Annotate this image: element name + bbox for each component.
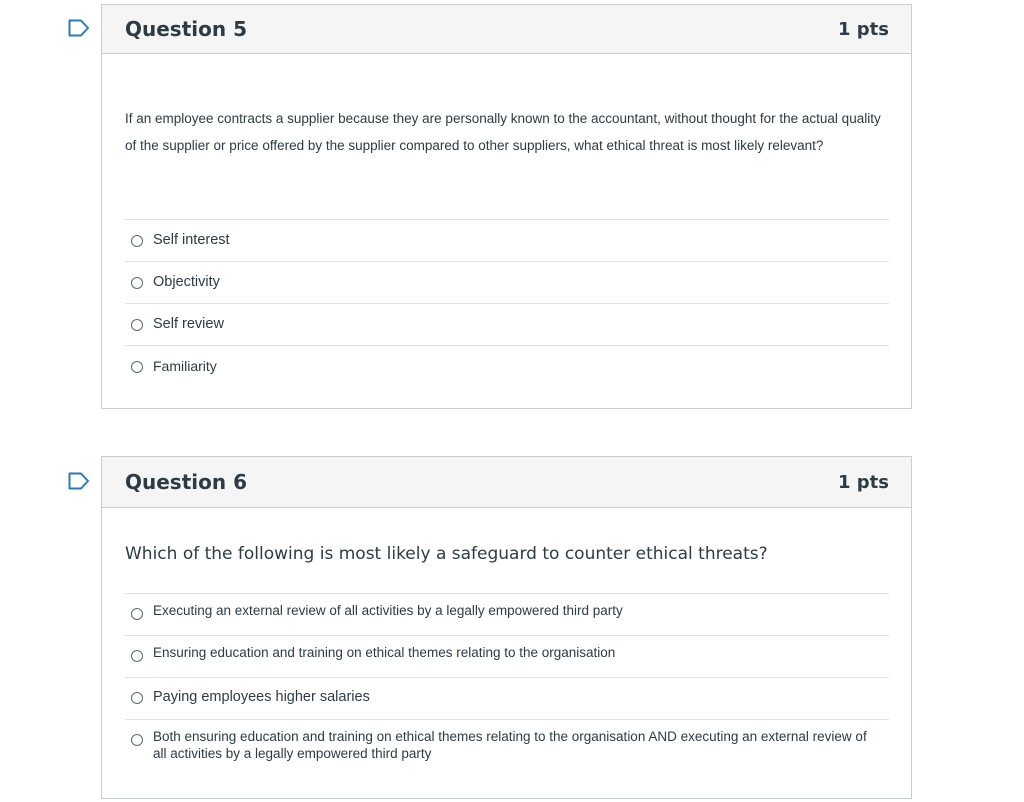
radio-button[interactable] — [131, 734, 143, 746]
answer-label: Objectivity — [153, 274, 220, 290]
answer-option[interactable] — [125, 261, 889, 303]
radio-button[interactable] — [131, 235, 143, 247]
question-title: Question 6 — [125, 470, 247, 494]
answer-label: Executing an external review of all activities by a legally empowered third party — [153, 603, 623, 618]
answer-list — [125, 593, 889, 779]
answer-label: Familiarity — [153, 358, 217, 374]
answer-option[interactable] — [125, 677, 889, 719]
radio-button[interactable] — [131, 361, 143, 373]
question-title: Question 5 — [125, 17, 247, 41]
answer-option[interactable] — [125, 635, 889, 677]
answer-option[interactable] — [125, 345, 889, 387]
question-header — [102, 457, 911, 508]
answer-label: Ensuring education and training on ethical themes relating to the organisation — [153, 645, 616, 660]
radio-button[interactable] — [131, 650, 143, 662]
answer-label: Self interest — [153, 232, 230, 248]
question-text: If an employee contracts a supplier because they are personally known to the accountant, without thought for the actual quality of the supplier or price offered by the supplier compared to other suppliers, what ethical threat is most likely relevant? — [125, 111, 881, 153]
radio-button[interactable] — [131, 608, 143, 620]
question-points: 1 pts — [838, 19, 889, 40]
question-card-5 — [101, 4, 912, 409]
answer-label: Both ensuring education and training on ethical themes relating to the organisation AND executing an external review of all activities by a legally empowered third party — [153, 729, 867, 761]
answer-option[interactable] — [125, 303, 889, 345]
radio-button[interactable] — [131, 277, 143, 289]
answer-option[interactable] — [125, 719, 889, 779]
flag-question-icon[interactable] — [68, 19, 90, 37]
question-text: Which of the following is most likely a safeguard to counter ethical threats? — [125, 544, 768, 564]
question-header — [102, 5, 911, 54]
question-card-6 — [101, 456, 912, 799]
answer-option[interactable] — [125, 593, 889, 635]
flag-question-icon[interactable] — [68, 472, 90, 490]
answer-label: Self review — [153, 316, 224, 332]
answer-option[interactable] — [125, 219, 889, 261]
radio-button[interactable] — [131, 319, 143, 331]
answer-label: Paying employees higher salaries — [153, 689, 370, 705]
answer-list — [125, 219, 889, 387]
radio-button[interactable] — [131, 692, 143, 704]
question-points: 1 pts — [838, 472, 889, 493]
